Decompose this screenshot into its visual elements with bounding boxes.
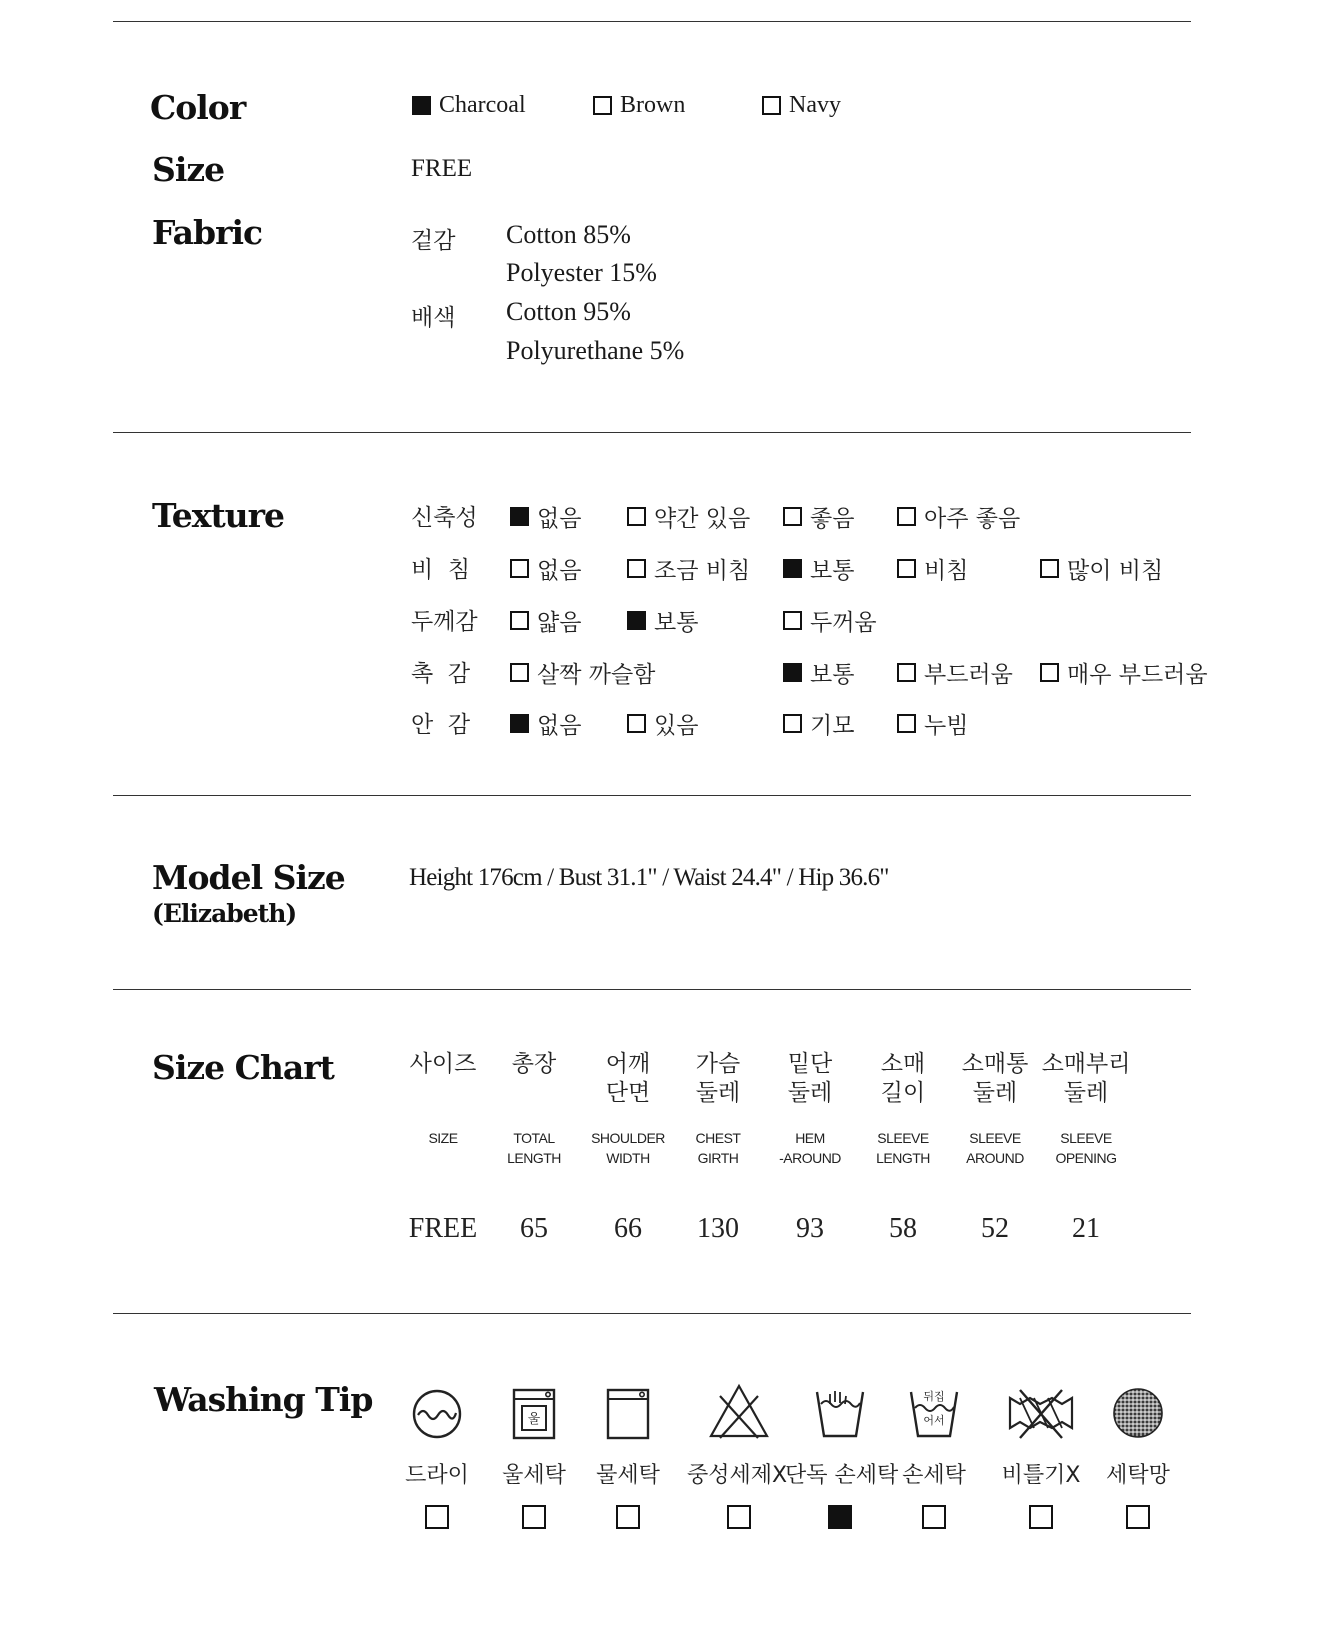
- checkbox[interactable]: [727, 1505, 751, 1529]
- size-chart-header-kr: 사이즈: [409, 1051, 477, 1077]
- inside-out-wash-icon: [899, 1378, 969, 1449]
- texture-label: Texture: [152, 496, 285, 535]
- divider-top: [113, 21, 1191, 22]
- texture-option[interactable]: [783, 604, 877, 637]
- size-chart-value: 52: [981, 1213, 1009, 1244]
- color-option-label: Charcoal: [439, 92, 526, 118]
- checkbox[interactable]: [783, 714, 802, 733]
- texture-option-label: 없음: [537, 713, 582, 739]
- texture-row-label: 신축성: [411, 505, 478, 531]
- svg-text:어서: 어서: [923, 1414, 945, 1427]
- checkbox-checked[interactable]: [627, 611, 646, 630]
- fabric-trim-line-1: Cotton 95%: [506, 297, 631, 326]
- checkbox[interactable]: [783, 507, 802, 526]
- texture-option[interactable]: [510, 500, 581, 533]
- size-chart-header-kr: 총장: [511, 1051, 557, 1077]
- texture-option[interactable]: [510, 604, 581, 637]
- texture-row-label: 두께감: [411, 609, 478, 635]
- size-chart-value: 65: [520, 1213, 548, 1244]
- size-chart-header-en: SIZE: [428, 1130, 458, 1146]
- checkbox[interactable]: [627, 559, 646, 578]
- fabric-outer-label: 겉감: [411, 228, 456, 254]
- divider-model: [113, 795, 1191, 796]
- texture-option[interactable]: [510, 707, 581, 740]
- dry-clean-icon: [402, 1378, 472, 1449]
- texture-option-label: 보통: [810, 662, 855, 688]
- washing-tip-label-item: 울세탁: [502, 1463, 566, 1488]
- size-chart-header-kr: 소매부리 둘레: [1041, 1051, 1131, 1106]
- checkbox[interactable]: [510, 663, 529, 682]
- washing-tip-label-item: 중성세제X: [686, 1463, 788, 1488]
- checkbox[interactable]: [897, 507, 916, 526]
- size-value: FREE: [411, 155, 473, 182]
- texture-option[interactable]: [897, 500, 1020, 533]
- size-chart-header-en: SLEEVE LENGTH: [876, 1130, 930, 1166]
- size-chart-header-kr: 소매통 둘레: [961, 1051, 1029, 1106]
- water-wash-icon: [593, 1378, 663, 1449]
- size-chart-header-kr: 소매 길이: [880, 1051, 926, 1106]
- texture-option[interactable]: [510, 656, 655, 689]
- svg-text:울: 울: [527, 1412, 541, 1427]
- texture-option[interactable]: [627, 500, 750, 533]
- checkbox-checked[interactable]: [510, 507, 529, 526]
- checkbox[interactable]: [425, 1505, 449, 1529]
- size-label: Size: [152, 150, 225, 189]
- texture-option-label: 매우 부드러움: [1067, 662, 1208, 688]
- size-chart-value: 58: [889, 1213, 917, 1244]
- washing-tip-label-item: 단독 손세탁: [785, 1463, 899, 1488]
- wool-wash-icon: [499, 1378, 569, 1449]
- texture-option[interactable]: [783, 552, 854, 585]
- hand-wash-icon: [805, 1378, 875, 1449]
- divider-texture: [113, 432, 1191, 433]
- checkbox[interactable]: [762, 96, 781, 115]
- laundry-net-icon: [1103, 1378, 1173, 1449]
- washing-tip-label-item: 세탁망: [1106, 1463, 1170, 1488]
- checkbox-checked[interactable]: [783, 663, 802, 682]
- size-chart-value: 130: [697, 1213, 739, 1244]
- texture-option[interactable]: [510, 552, 581, 585]
- model-size-label: Model Size: [152, 858, 345, 897]
- texture-option[interactable]: [783, 500, 854, 533]
- washing-tip-label-item: 물세탁: [596, 1463, 660, 1488]
- size-chart-header-en: CHEST GIRTH: [695, 1130, 741, 1166]
- texture-option-label: 누빔: [924, 713, 969, 739]
- texture-option-label: 살짝 까슬함: [537, 662, 656, 688]
- checkbox[interactable]: [1029, 1505, 1053, 1529]
- checkbox[interactable]: [922, 1505, 946, 1529]
- texture-option[interactable]: [783, 707, 854, 740]
- size-chart-header-en: SHOULDER WIDTH: [591, 1130, 665, 1166]
- texture-row-label: 안 감: [411, 712, 471, 738]
- size-chart-header-en: SLEEVE AROUND: [966, 1130, 1024, 1166]
- checkbox[interactable]: [510, 559, 529, 578]
- texture-option-label: 부드러움: [924, 662, 1013, 688]
- checkbox-checked[interactable]: [510, 714, 529, 733]
- color-option-label: Brown: [620, 92, 686, 118]
- svg-text:뒤집: 뒤집: [923, 1390, 945, 1403]
- checkbox[interactable]: [627, 507, 646, 526]
- texture-option[interactable]: [897, 656, 1013, 689]
- size-chart-header-en: SLEEVE OPENING: [1055, 1130, 1117, 1166]
- texture-option-label: 아주 좋음: [924, 506, 1021, 532]
- size-chart-label: Size Chart: [152, 1048, 334, 1087]
- color-label: Color: [150, 88, 246, 127]
- checkbox-checked[interactable]: [828, 1505, 852, 1529]
- size-chart-header-kr: 어깨 단면: [605, 1051, 651, 1106]
- texture-option-label: 없음: [537, 558, 582, 584]
- texture-option[interactable]: [627, 552, 750, 585]
- texture-option-label: 있음: [654, 713, 699, 739]
- washing-tip-label-item: 드라이: [405, 1463, 469, 1488]
- size-chart-value: FREE: [408, 1213, 478, 1244]
- model-name: (Elizabeth): [152, 899, 297, 928]
- texture-option-label: 많이 비침: [1067, 558, 1164, 584]
- color-option-brown[interactable]: [593, 92, 685, 119]
- texture-option[interactable]: [1040, 552, 1163, 585]
- texture-option-label: 비침: [924, 558, 969, 584]
- texture-option-label: 좋음: [810, 506, 855, 532]
- color-option-navy[interactable]: [762, 92, 841, 119]
- size-chart-header-kr: 가슴 둘레: [695, 1051, 741, 1106]
- fabric-outer-line-2: Polyester 15%: [506, 258, 657, 287]
- checkbox[interactable]: [627, 714, 646, 733]
- model-measurements: Height 176cm / Bust 31.1" / Waist 24.4" / Hip 36.6": [409, 864, 889, 891]
- texture-row-label: 비 침: [411, 557, 471, 583]
- texture-option[interactable]: [897, 552, 968, 585]
- size-chart-header-en: HEM -AROUND: [779, 1130, 841, 1166]
- checkbox[interactable]: [783, 611, 802, 630]
- no-wring-icon: [1006, 1378, 1076, 1449]
- checkbox[interactable]: [522, 1505, 546, 1529]
- texture-option[interactable]: [897, 707, 968, 740]
- checkbox[interactable]: [510, 611, 529, 630]
- size-chart-header-en: TOTAL LENGTH: [507, 1130, 561, 1166]
- texture-row-label: 촉 감: [411, 661, 471, 687]
- checkbox-checked[interactable]: [783, 559, 802, 578]
- color-option-label: Navy: [789, 92, 841, 118]
- size-chart-value: 66: [614, 1213, 642, 1244]
- texture-option[interactable]: [783, 656, 854, 689]
- checkbox[interactable]: [593, 96, 612, 115]
- texture-option-label: 보통: [810, 558, 855, 584]
- fabric-label: Fabric: [152, 213, 263, 252]
- texture-option-label: 약간 있음: [654, 506, 751, 532]
- texture-option[interactable]: [1040, 656, 1208, 689]
- texture-option-label: 기모: [810, 713, 855, 739]
- texture-option-label: 두꺼움: [810, 610, 877, 636]
- checkbox[interactable]: [1126, 1505, 1150, 1529]
- no-bleach-icon: [704, 1378, 774, 1449]
- texture-option-label: 보통: [654, 610, 699, 636]
- checkbox[interactable]: [897, 663, 916, 682]
- texture-option-label: 조금 비침: [654, 558, 751, 584]
- texture-option[interactable]: [627, 604, 698, 637]
- texture-option-label: 없음: [537, 506, 582, 532]
- washing-tip-label-item: 비틀기X: [1001, 1463, 1081, 1488]
- divider-washing: [113, 1313, 1191, 1314]
- washing-tip-label: Washing Tip: [154, 1380, 373, 1419]
- texture-option-label: 얇음: [537, 610, 582, 636]
- fabric-outer-line-1: Cotton 85%: [506, 220, 631, 249]
- checkbox[interactable]: [1040, 663, 1059, 682]
- color-option-charcoal[interactable]: [412, 92, 526, 119]
- checkbox[interactable]: [1040, 559, 1059, 578]
- texture-option[interactable]: [627, 707, 698, 740]
- size-chart-value: 93: [796, 1213, 824, 1244]
- size-chart-header-kr: 밑단 둘레: [787, 1051, 833, 1106]
- fabric-trim-line-2: Polyurethane 5%: [506, 336, 685, 365]
- checkbox[interactable]: [897, 559, 916, 578]
- washing-tip-label-item: 손세탁: [902, 1463, 966, 1488]
- checkbox[interactable]: [897, 714, 916, 733]
- checkbox[interactable]: [616, 1505, 640, 1529]
- size-chart-value: 21: [1072, 1213, 1100, 1244]
- divider-size-chart: [113, 989, 1191, 990]
- fabric-trim-label: 배색: [411, 305, 456, 331]
- checkbox-checked[interactable]: [412, 96, 431, 115]
